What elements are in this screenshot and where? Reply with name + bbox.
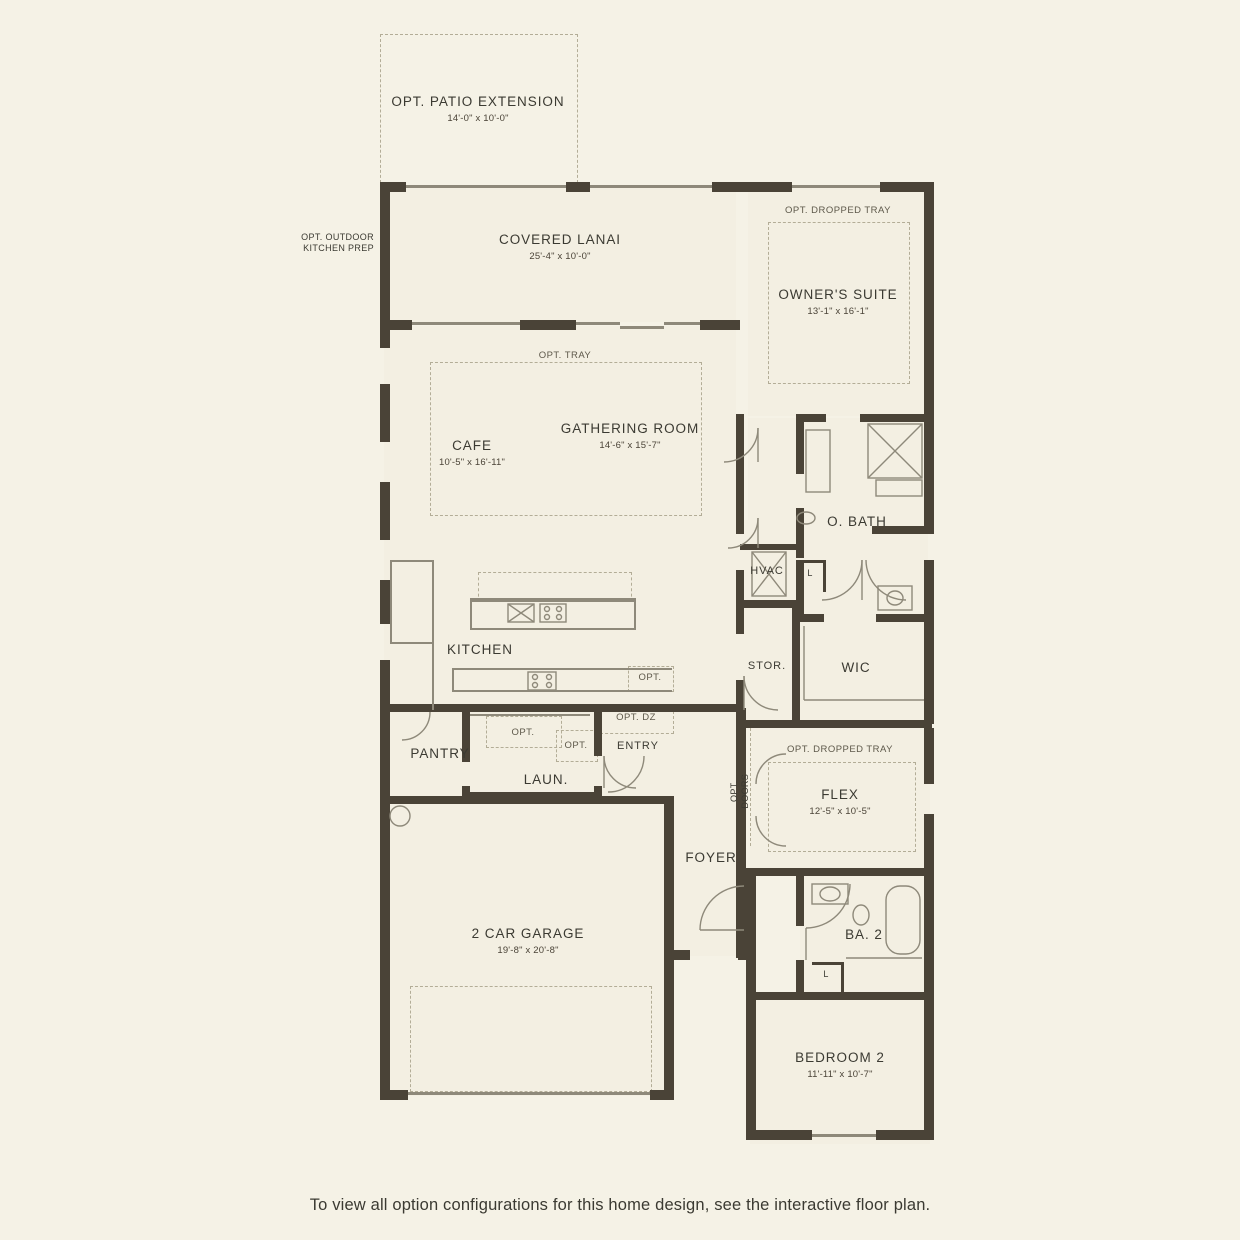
label-garage-dim: 19'-8" x 20'-8"	[497, 944, 559, 956]
kitchen-island-bottom	[470, 628, 636, 630]
label-laundry	[500, 772, 592, 789]
label-opt-tray	[495, 350, 635, 362]
wall-linen-2	[812, 962, 844, 965]
label-linen-1-text: L	[807, 568, 813, 578]
wall-flex-east	[924, 728, 934, 784]
wall-hvac-south	[736, 600, 800, 608]
label-opt-dropped-tray-owners	[758, 205, 918, 217]
label-bath-2	[824, 927, 904, 944]
label-garage	[440, 926, 616, 957]
wall-west-garage-b	[380, 800, 390, 1100]
label-opt-outdoor-kitchen-prep-line2: KITCHEN PREP	[303, 243, 374, 254]
wall-owners-north-thin	[792, 185, 880, 188]
label-owner-bath	[812, 514, 902, 531]
wall-lanai-south-mid	[520, 320, 576, 330]
label-cafe	[410, 438, 534, 469]
label-linen-1	[798, 568, 822, 579]
footer-note: To view all option configurations for this home design, see the interactive floor plan.	[309, 1196, 931, 1214]
kitchen-island-box	[470, 600, 472, 628]
wall-lanai-north-thin-b	[590, 185, 712, 188]
label-pantry-name: PANTRY	[410, 746, 470, 761]
wall-obath-divider-b	[796, 508, 804, 558]
label-wic-name: WIC	[841, 660, 871, 675]
wall-bath2-west	[796, 876, 804, 926]
label-kitchen-name: KITCHEN	[447, 642, 513, 657]
label-entry-name: ENTRY	[617, 740, 659, 752]
label-cafe-dim: 10'-5" x 16'-11"	[438, 456, 506, 468]
label-garage-name: 2 CAR GARAGE	[471, 926, 585, 941]
wall-linen-2b	[841, 962, 844, 992]
wall-owners-east	[924, 182, 934, 424]
kitchen-counter-left	[452, 668, 454, 692]
wall-west-cafe-c	[380, 482, 390, 540]
laundry-counter	[470, 714, 590, 716]
label-opt-kitchen-a	[488, 727, 558, 739]
label-hvac	[734, 565, 800, 579]
label-covered-lanai	[460, 232, 660, 263]
label-gathering-room-dim: 14'-6" x 15'-7"	[599, 439, 661, 451]
wall-lanai-south-right	[700, 320, 740, 330]
label-kitchen	[426, 642, 534, 659]
wall-owners-north	[740, 182, 792, 192]
cafe-builtin-c	[432, 560, 434, 710]
label-flex	[780, 787, 900, 818]
wall-wic-south	[746, 720, 932, 728]
label-opt-kitchen-c-text: OPT.	[638, 672, 662, 683]
label-foyer	[668, 850, 754, 867]
label-opt-dz-text: OPT. DZ	[616, 712, 656, 723]
wall-wic-north	[876, 614, 932, 622]
label-bedroom-2-name: BEDROOM 2	[795, 1050, 885, 1065]
label-bedroom-2-dim: 11'-11" x 10'-7"	[807, 1068, 873, 1080]
label-opt-patio-extension	[378, 94, 578, 125]
label-owners-suite	[758, 287, 918, 318]
label-opt-kitchen-a-text: OPT.	[511, 727, 535, 738]
wall-bed2-south-left	[746, 1130, 812, 1140]
label-bath-2-name: BA. 2	[845, 927, 883, 942]
wall-lanai-slider-b	[576, 322, 620, 325]
wall-lanai-slider-a	[412, 322, 520, 325]
label-opt-outdoor-kitchen-prep	[278, 232, 374, 255]
label-hvac-name: HVAC	[750, 565, 784, 577]
kitchen-island-box-r	[634, 600, 636, 628]
room-hvac-stor	[736, 520, 800, 726]
label-gathering-room-name: GATHERING ROOM	[560, 421, 700, 436]
label-opt-doors-line1: OPT.	[728, 780, 739, 802]
label-opt-dropped-tray-flex	[760, 744, 920, 756]
wall-obath-divider	[796, 414, 804, 474]
label-opt-kitchen-b-text: OPT.	[564, 740, 588, 751]
opt-garage-storage-outline	[410, 986, 652, 1092]
label-wic	[824, 660, 888, 677]
label-owners-suite-name: OWNER'S SUITE	[778, 287, 898, 302]
wall-west-lanai	[380, 182, 390, 326]
cafe-builtin-b	[390, 560, 434, 562]
wall-owners-south-b	[860, 414, 932, 422]
wall-laundry-south	[462, 792, 596, 800]
label-owners-suite-dim: 13'-1" x 16'-1"	[807, 305, 869, 317]
wall-lanai-north-thin-a	[406, 185, 566, 188]
label-opt-outdoor-kitchen-prep-line1: OPT. OUTDOOR	[301, 232, 374, 242]
label-opt-patio-extension-name: OPT. PATIO EXTENSION	[391, 94, 565, 109]
wall-flex-south	[746, 868, 932, 876]
kitchen-counter-top	[470, 600, 636, 602]
wall-pantry-north	[384, 704, 596, 712]
wall-wic-east	[924, 664, 934, 724]
wall-lanai-slider-d	[664, 322, 700, 325]
label-bedroom-2	[780, 1050, 900, 1081]
label-flex-dim: 12'-5" x 10'-5"	[809, 805, 871, 817]
wall-bed2-west	[746, 876, 756, 1140]
label-storage-name: STOR.	[747, 660, 787, 672]
wall-foyer-south	[664, 950, 690, 960]
label-opt-dropped-tray-flex-text: OPT. DROPPED TRAY	[787, 744, 893, 755]
label-linen-2-text: L	[823, 969, 829, 979]
label-entry	[600, 740, 676, 754]
wall-west-garage-a	[380, 712, 390, 802]
label-opt-kitchen-b	[552, 740, 600, 752]
label-gathering-room	[530, 421, 730, 452]
kitchen-counter-bottom	[452, 668, 672, 670]
garage-door-line	[408, 1092, 650, 1095]
wall-west-cafe-a	[380, 320, 390, 348]
label-opt-tray-text: OPT. TRAY	[538, 350, 592, 361]
wall-hvac-west	[736, 414, 744, 534]
kitchen-counter-bottom2	[452, 690, 672, 692]
kitchen-island-top	[470, 598, 636, 600]
wall-obath-east	[924, 414, 934, 534]
wall-bed2-east	[924, 992, 934, 1140]
label-covered-lanai-name: COVERED LANAI	[498, 232, 621, 247]
wall-hvac-north	[740, 544, 800, 550]
bed2-window	[812, 1134, 876, 1137]
label-pantry	[394, 746, 486, 763]
label-cafe-name: CAFE	[452, 438, 492, 453]
wall-garage-east	[664, 796, 674, 1100]
wall-west-cafe-b	[380, 384, 390, 442]
label-covered-lanai-dim: 25'-4" x 10'-0"	[529, 250, 591, 262]
label-linen-2	[814, 969, 838, 980]
label-opt-patio-extension-dim: 14'-0" x 10'-0"	[447, 112, 509, 124]
label-storage	[734, 660, 800, 674]
label-owner-bath-name: O. BATH	[827, 514, 887, 529]
label-opt-dropped-tray-owners-text: OPT. DROPPED TRAY	[785, 205, 891, 216]
wall-garage-south-left	[380, 1090, 408, 1100]
wall-flex-east-b	[924, 814, 934, 876]
wall-west-kitchen	[380, 580, 390, 624]
wall-bath2-south	[746, 992, 932, 1000]
wall-bath2-east	[924, 876, 934, 992]
label-opt-dz	[600, 712, 672, 724]
wall-lanai-north-mid	[566, 182, 590, 192]
label-flex-name: FLEX	[821, 787, 859, 802]
wall-linen-1	[796, 560, 826, 563]
label-opt-doors-line2: DOORS	[740, 773, 750, 809]
label-opt-kitchen-c	[626, 672, 674, 684]
label-opt-doors	[729, 741, 752, 841]
wall-entry-north	[596, 704, 740, 712]
wall-lanai-slider-c	[620, 326, 664, 329]
wall-hvac-west-c	[736, 680, 744, 720]
cafe-builtin-a	[390, 560, 392, 644]
wall-linen-1b	[823, 560, 826, 592]
label-foyer-name: FOYER	[685, 850, 737, 865]
wall-lanai-north-right	[712, 182, 740, 192]
wall-bed2-south-right	[876, 1130, 934, 1140]
label-laundry-name: LAUN.	[523, 772, 569, 787]
